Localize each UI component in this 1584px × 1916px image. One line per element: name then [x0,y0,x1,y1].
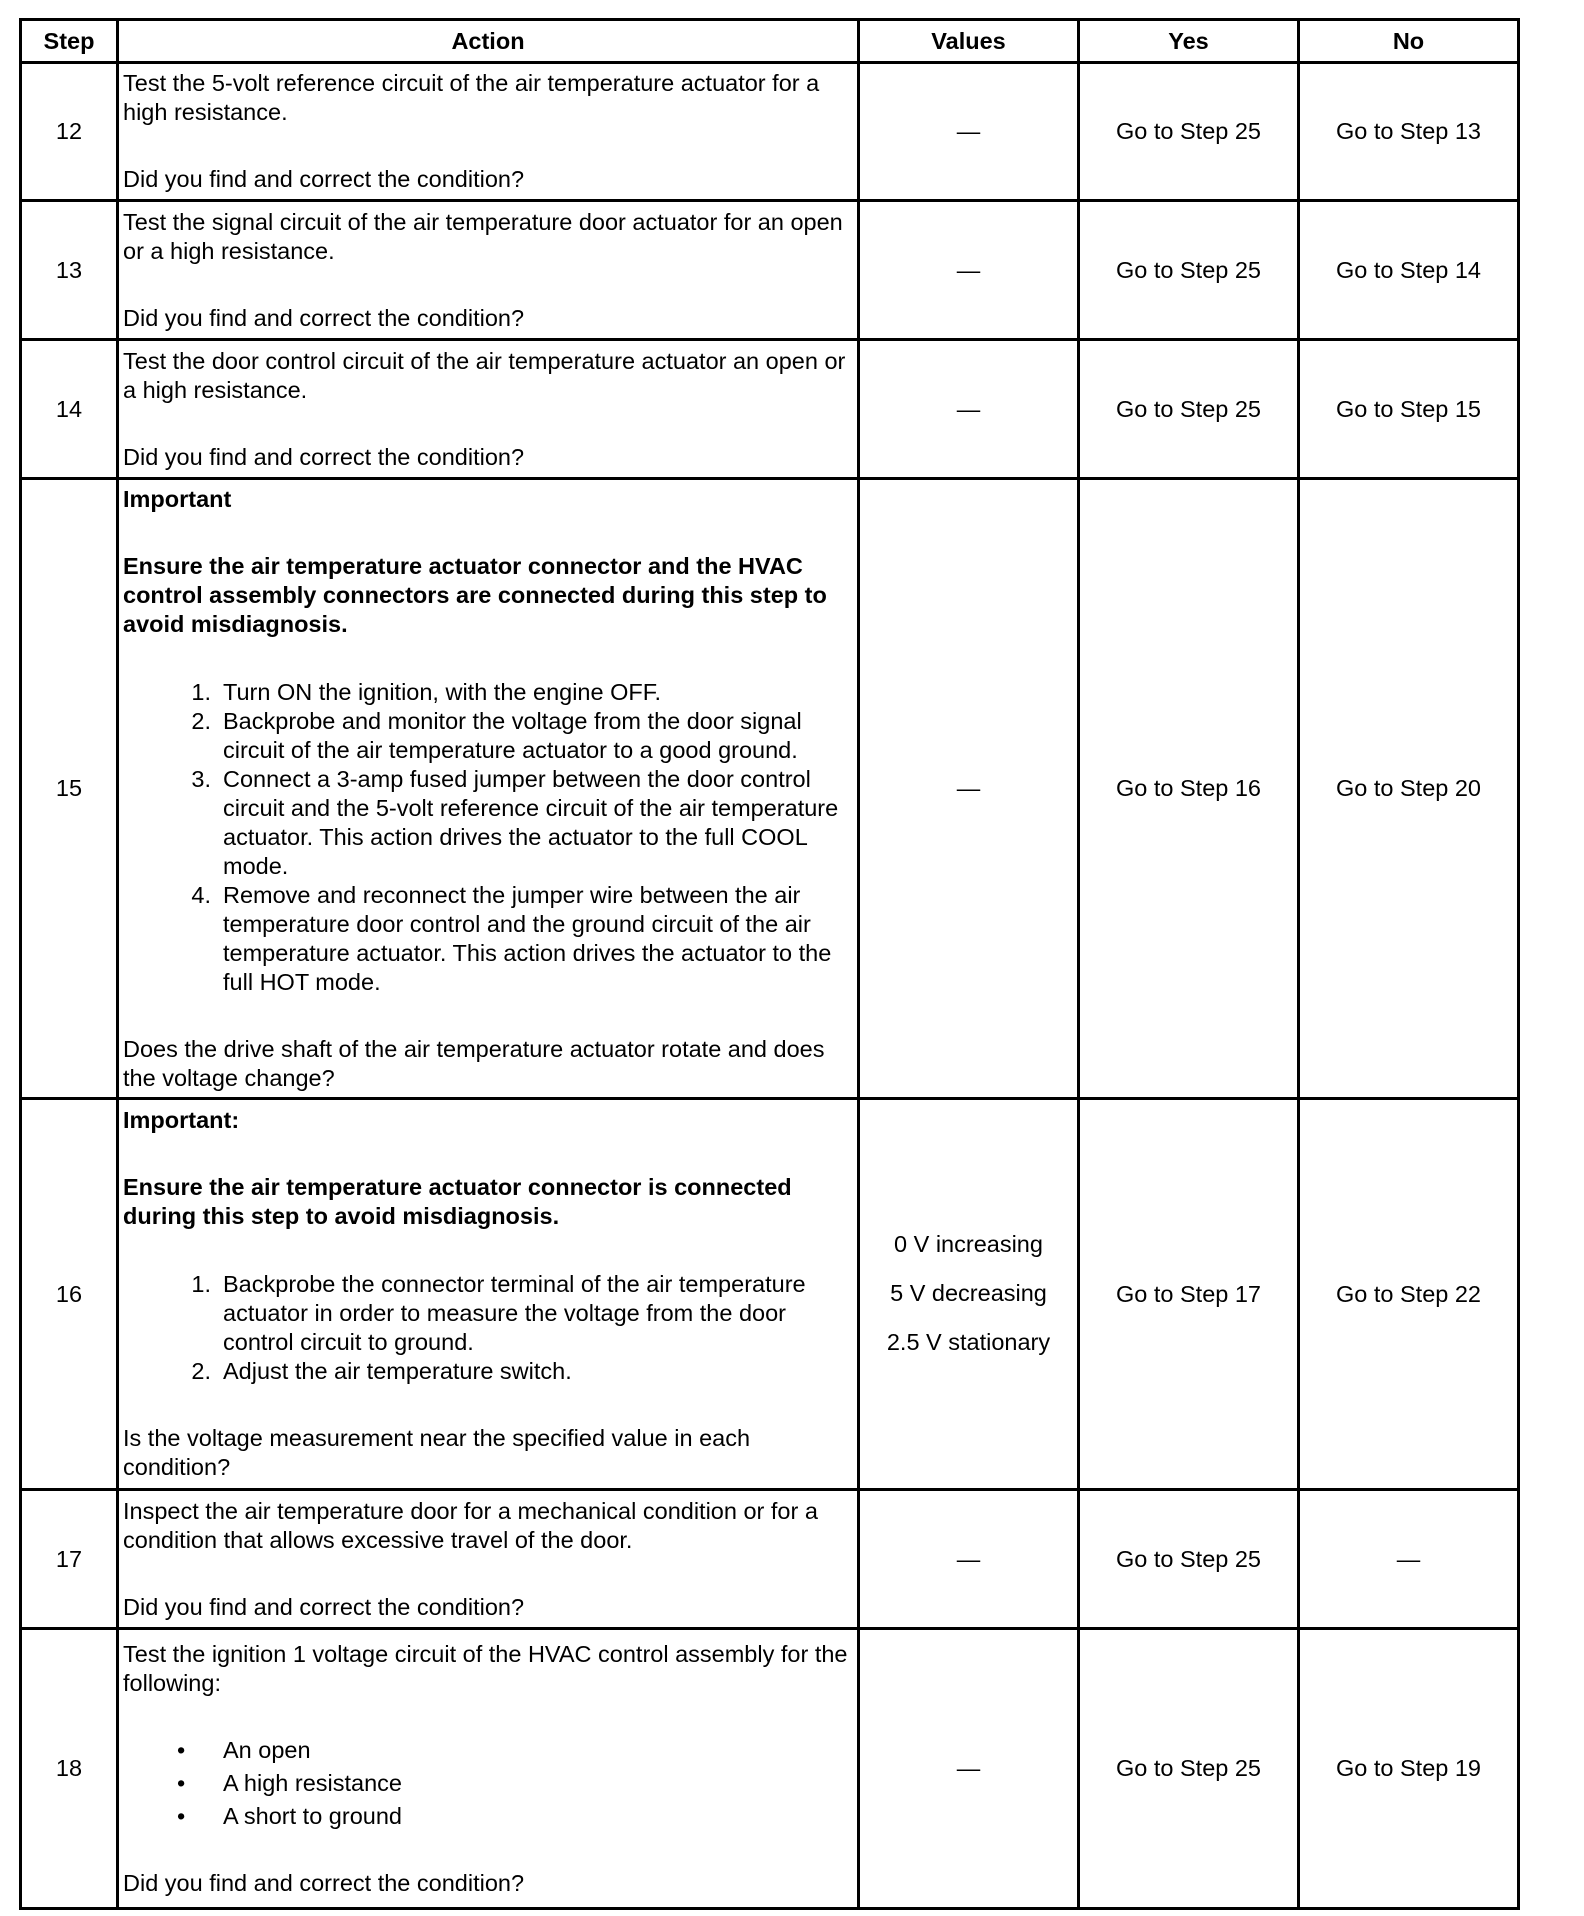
action-cell [118,1490,859,1629]
action-question: Did you find and correct the condition? [123,443,525,470]
no-cell: — [1299,1490,1519,1629]
procedure-list [123,678,853,997]
warning-text: Ensure the air temperature actuator connector is connected during this step to avoid misdiagnosis. [123,1174,792,1229]
action-cell [118,1629,859,1909]
step-number: 18 [21,1629,118,1909]
value-item: 5 V decreasing [890,1280,1047,1306]
condition-list [123,1736,853,1831]
action-cell [118,1099,859,1490]
action-question: Did you find and correct the condition? [123,1869,525,1896]
action-cell [118,340,859,479]
yes-cell: Go to Step 17 [1079,1099,1299,1490]
action-question: Does the drive shaft of the air temperature actuator rotate and does the voltage change? [123,1035,825,1091]
list-item: 2. Adjust the air temperature switch. [191,1358,572,1384]
step-number: 12 [21,63,118,201]
values-cell: — [859,479,1079,1099]
step-number: 14 [21,340,118,479]
header-step: Step [21,20,118,63]
action-text: Test the ignition 1 voltage circuit of the HVAC control assembly for the following: [123,1640,848,1696]
values-cell: — [859,63,1079,201]
value-item: 0 V increasing [894,1231,1043,1257]
list-item: 1. Backprobe the connector terminal of the air temperature actuator in order to measure the voltage from the door control circuit to ground. [191,1271,806,1355]
action-cell [118,479,859,1099]
step-number: 17 [21,1490,118,1629]
no-cell: Go to Step 22 [1299,1099,1519,1490]
table-row [21,340,1519,479]
table-row [21,1629,1519,1909]
important-label: Important: [123,1107,240,1133]
action-question: Did you find and correct the condition? [123,1593,525,1620]
table-row [21,1099,1519,1490]
action-cell [118,63,859,201]
yes-cell: Go to Step 25 [1079,63,1299,201]
no-cell: Go to Step 19 [1299,1629,1519,1909]
list-item: • A short to ground [177,1802,402,1829]
value-item: 2.5 V stationary [886,1329,1051,1355]
values-cell: — [859,201,1079,340]
list-item: 4. Remove and reconnect the jumper wire between the air temperature door control and the ground circuit of the air temperature actuator. This action drives the actuator to the full HOT mode. [191,881,832,995]
header-no: No [1299,20,1519,63]
no-cell: Go to Step 13 [1299,63,1519,201]
step-number: 13 [21,201,118,340]
action-text: Test the 5-volt reference circuit of the air temperature actuator for a high resistance. [123,70,820,125]
table-row [21,1490,1519,1629]
important-label: Important [123,485,232,512]
table-row [21,63,1519,201]
list-item: 1. Turn ON the ignition, with the engine OFF. [191,678,662,705]
values-cell: — [859,1629,1079,1909]
yes-cell: Go to Step 25 [1079,1490,1299,1629]
header-row [21,20,1519,63]
header-yes: Yes [1079,20,1299,63]
yes-cell: Go to Step 25 [1079,1629,1299,1909]
no-cell: Go to Step 20 [1299,479,1519,1099]
yes-cell: Go to Step 25 [1079,201,1299,340]
action-text: Inspect the air temperature door for a mechanical condition or for a condition that allows excessive travel of the door. [123,1497,818,1553]
header-action: Action [118,20,859,63]
action-cell [118,201,859,340]
values-cell: — [859,340,1079,479]
values-cell [859,1099,1079,1490]
procedure-list [123,1270,853,1386]
list-item: 2. Backprobe and monitor the voltage from the door signal circuit of the air temperature actuator to a good ground. [191,707,802,763]
yes-cell: Go to Step 25 [1079,340,1299,479]
step-number: 16 [21,1099,118,1490]
action-text: Test the door control circuit of the air temperature actuator an open or a high resistance. [123,347,846,403]
action-text: Test the signal circuit of the air temperature door actuator for an open or a high resistance. [123,208,843,264]
list-item: 3. Connect a 3-amp fused jumper between the door control circuit and the 5-volt reference circuit of the air temperature actuator. This action drives the actuator to the full COOL mode. [191,765,839,879]
list-item: • An open [177,1736,311,1763]
diagnostic-table [19,18,1520,1910]
action-question: Did you find and correct the condition? [123,304,525,331]
yes-cell: Go to Step 16 [1079,479,1299,1099]
action-question: Did you find and correct the condition? [123,166,525,192]
header-values: Values [859,20,1079,63]
list-item: • A high resistance [177,1769,402,1796]
warning-text: Ensure the air temperature actuator connector and the HVAC control assembly connectors are connected during this step to avoid misdiagnosis. [123,552,827,637]
table-row [21,479,1519,1099]
step-number: 15 [21,479,118,1099]
no-cell: Go to Step 14 [1299,201,1519,340]
values-cell: — [859,1490,1079,1629]
no-cell: Go to Step 15 [1299,340,1519,479]
action-question: Is the voltage measurement near the specified value in each condition? [123,1425,751,1480]
table-row [21,201,1519,340]
